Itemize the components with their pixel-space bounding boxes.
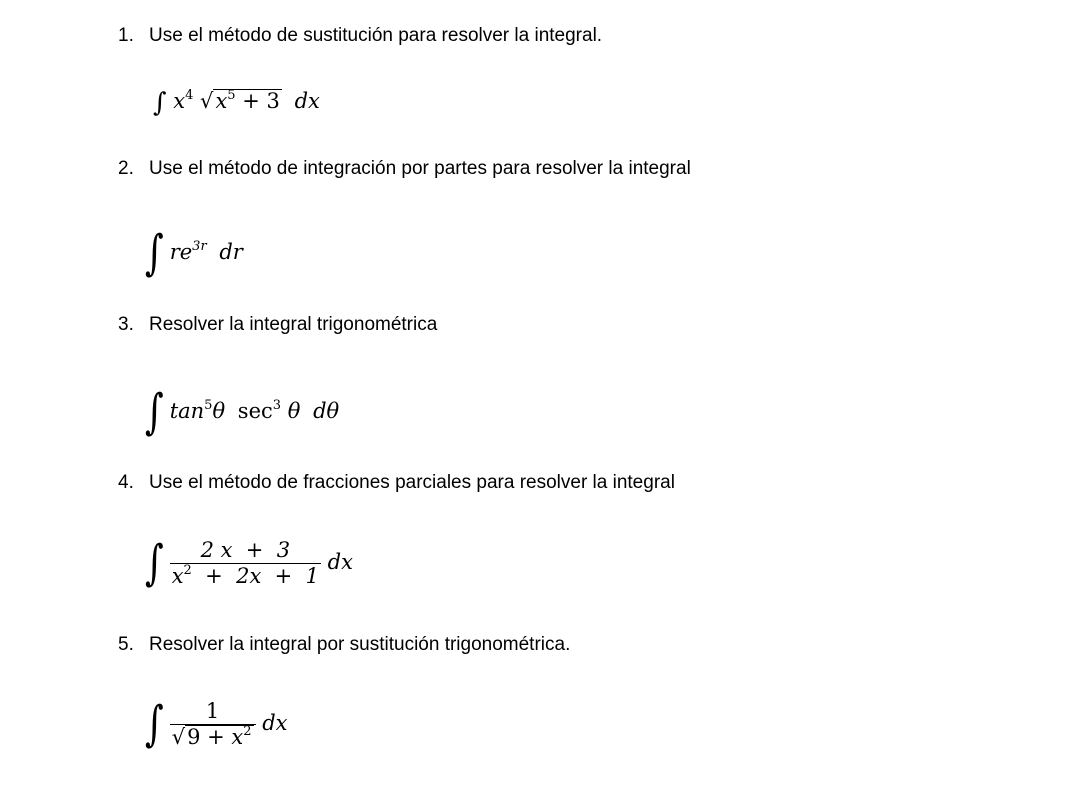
formula-1 bbox=[153, 88, 320, 118]
formula-5 bbox=[145, 696, 288, 752]
question-3 bbox=[118, 313, 437, 337]
question-text: Resolver la integral trigonométrica bbox=[149, 314, 438, 335]
numerator: 1 bbox=[205, 699, 220, 723]
question-text: Use el método de sustitución para resolver la integral. bbox=[149, 25, 603, 46]
constant-term: 9 + bbox=[187, 725, 232, 749]
variable-r: r bbox=[169, 240, 180, 264]
denominator bbox=[170, 724, 256, 750]
question-number: 1. bbox=[118, 25, 134, 46]
variable-x: x bbox=[173, 89, 186, 113]
differential: dx bbox=[327, 550, 353, 574]
exponent: 5 bbox=[204, 398, 213, 413]
question-text: Resolver la integral por sustitución trigonométrica. bbox=[149, 634, 571, 655]
variable-theta: θ bbox=[287, 399, 301, 423]
differential: dx bbox=[294, 89, 320, 113]
differential: dx bbox=[262, 711, 288, 735]
fraction bbox=[170, 699, 256, 750]
integral-sign: ∫ bbox=[145, 696, 164, 752]
exponent: 2 bbox=[183, 563, 192, 578]
question-1 bbox=[118, 24, 602, 48]
variable-x: x bbox=[231, 725, 244, 749]
exponent: 5 bbox=[227, 88, 236, 103]
question-5 bbox=[118, 633, 570, 657]
tan-function: tan bbox=[169, 399, 205, 423]
formula-4 bbox=[145, 535, 353, 591]
radicand bbox=[185, 725, 253, 748]
question-4 bbox=[118, 471, 675, 495]
variable-x: x bbox=[215, 89, 228, 113]
integral-sign: ∫ bbox=[153, 88, 167, 118]
question-number: 5. bbox=[118, 634, 134, 655]
exponent: 2 bbox=[243, 724, 252, 739]
exponent: 3r bbox=[192, 239, 207, 254]
fraction bbox=[170, 538, 321, 589]
question-2 bbox=[118, 157, 691, 181]
variable-e: e bbox=[179, 240, 193, 264]
denominator-rest: + 2x + 1 bbox=[191, 564, 319, 588]
square-root bbox=[172, 725, 254, 750]
question-text: Use el método de integración por partes para resolver la integral bbox=[149, 158, 691, 179]
exponent: 4 bbox=[185, 88, 194, 103]
variable-theta: θ bbox=[212, 399, 226, 423]
radical-sign: √ bbox=[200, 89, 214, 113]
square-root bbox=[200, 89, 282, 113]
variable-x: x bbox=[171, 564, 184, 588]
numerator: 2 x + 3 bbox=[200, 538, 291, 562]
denominator bbox=[170, 563, 321, 589]
integral-sign: ∫ bbox=[145, 384, 164, 440]
radicand bbox=[213, 89, 281, 112]
question-number: 3. bbox=[118, 314, 134, 335]
question-text: Use el método de fracciones parciales para resolver la integral bbox=[149, 472, 675, 493]
differential: dr bbox=[219, 240, 243, 264]
exponent: 3 bbox=[272, 398, 282, 413]
integral-sign: ∫ bbox=[145, 225, 164, 281]
radical-sign: √ bbox=[171, 725, 186, 749]
sec-function: sec bbox=[237, 399, 273, 423]
question-number: 2. bbox=[118, 158, 134, 179]
constant-term: + 3 bbox=[235, 89, 280, 113]
formula-3 bbox=[145, 384, 339, 440]
integral-sign: ∫ bbox=[145, 535, 164, 591]
formula-2 bbox=[145, 225, 243, 281]
differential: dθ bbox=[313, 399, 340, 423]
question-number: 4. bbox=[118, 472, 134, 493]
